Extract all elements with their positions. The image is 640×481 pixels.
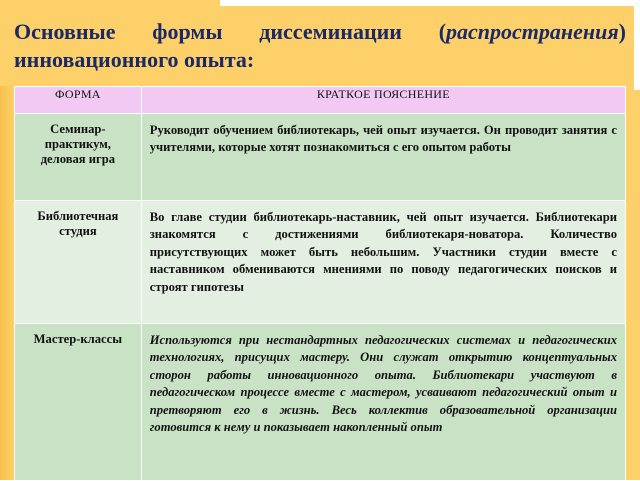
form-cell bbox=[15, 201, 142, 324]
right-edge-decoration bbox=[634, 0, 640, 90]
description-cell bbox=[141, 114, 625, 201]
form-name: Семинар-практикум, деловая игра bbox=[40, 122, 116, 166]
form-name: Библиотечная студия bbox=[37, 209, 119, 238]
title-emphasis: распространения bbox=[446, 19, 619, 44]
slide-title bbox=[14, 18, 626, 74]
title-part-1: Основные формы диссеминации ( bbox=[14, 19, 447, 44]
form-description: Руководит обучением библиотекарь, чей опыт изучается. Он проводит занятия с учителями, которые хотят познакомиться с его опытом работы bbox=[149, 123, 617, 155]
header-form: ФОРМА bbox=[15, 87, 142, 114]
form-description: Во главе студии библиотекарь-наставник, чей опыт изучается. Библиотекари знакомятся с достижениями библиотекаря-новатора. Количество присутствующих может быть небольшим. Участники студии вместе с наставником обмениваются мнениями по поводу педагогических поисков и строят гипотезы bbox=[149, 210, 617, 294]
form-cell bbox=[15, 114, 142, 201]
form-description: Используются при нестандартных педагогических системах и педагогических технологиях, присущих мастеру. Они служат открытию концептуальных сторон работы инновационного опыта. Библиотекари участвуют в педагогическом процессе вместе с мастером, усваивают педагогический опыт и претворяют его в жизнь. Весь коллектив образовательной организации готовится к нему и показывает накопленный опыт bbox=[149, 333, 617, 435]
description-cell bbox=[141, 324, 625, 481]
forms-table bbox=[14, 86, 626, 481]
table-row bbox=[15, 114, 626, 201]
table-row bbox=[15, 201, 626, 324]
title-part-2: ) инновационного опыта: bbox=[14, 19, 626, 72]
top-edge-decoration bbox=[220, 0, 640, 6]
header-description: КРАТКОЕ ПОЯСНЕНИЕ bbox=[141, 87, 625, 114]
description-cell bbox=[141, 201, 625, 324]
table-header-row bbox=[15, 87, 626, 114]
form-cell bbox=[15, 324, 142, 481]
left-accent-strip bbox=[0, 86, 14, 480]
table-row bbox=[15, 324, 626, 481]
form-name: Мастер-классы bbox=[33, 332, 123, 346]
